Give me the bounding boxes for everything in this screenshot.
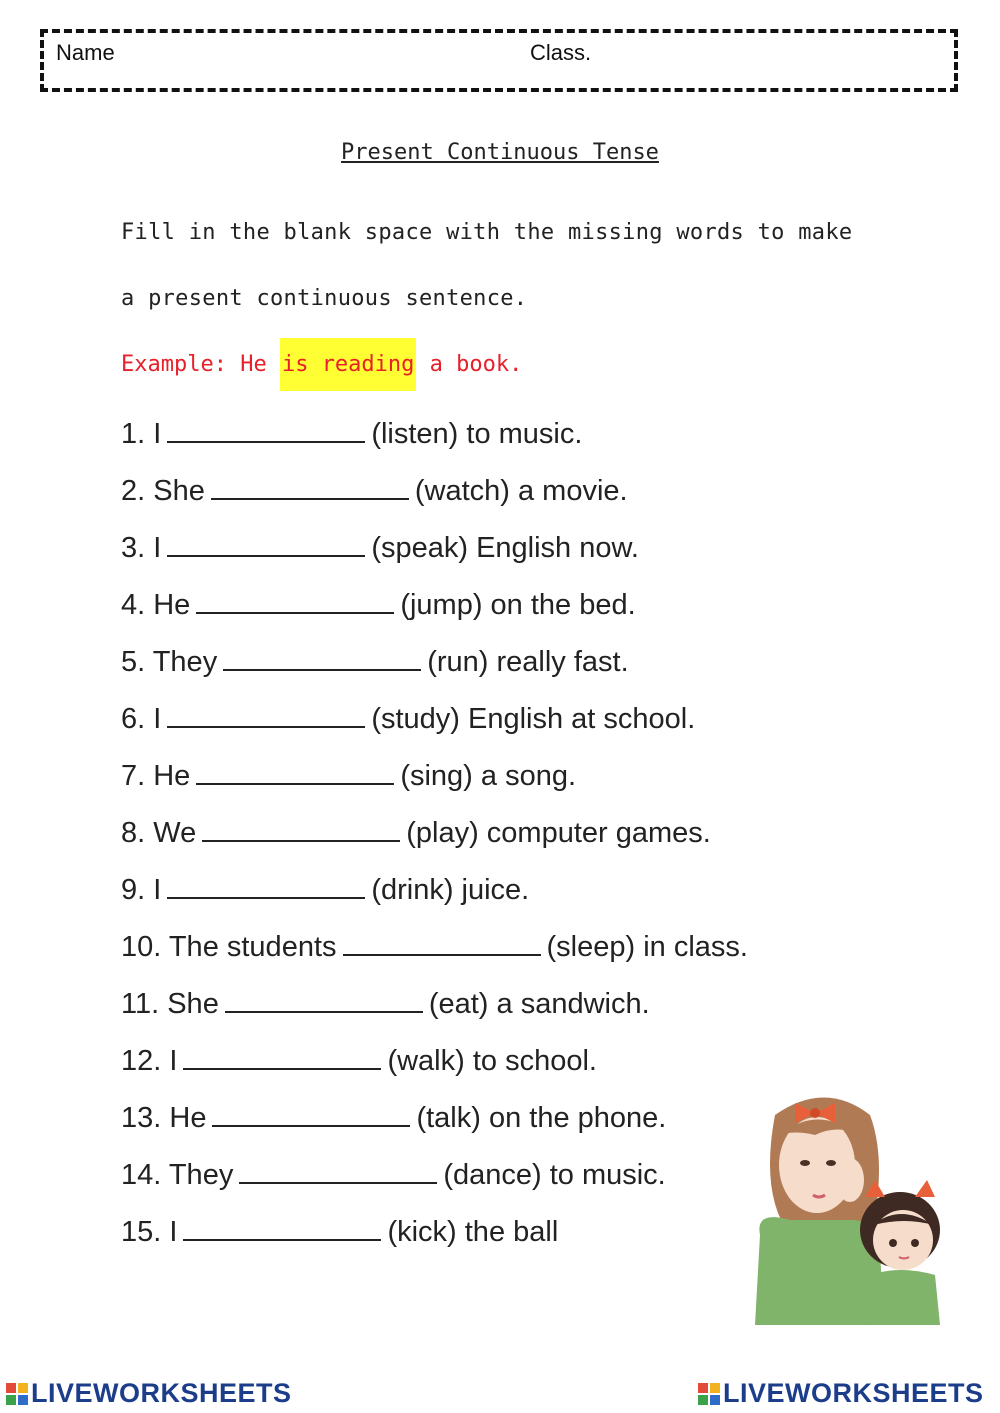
- question-rest: (drink) juice.: [371, 874, 530, 906]
- question-item: [121, 988, 650, 1021]
- name-label: Name: [56, 40, 115, 65]
- question-rest: (jump) on the bed.: [400, 589, 636, 621]
- question-item: [121, 475, 628, 508]
- example-prefix: Example: He: [121, 352, 280, 377]
- question-subject: 13. He: [121, 1102, 207, 1134]
- answer-blank[interactable]: [196, 592, 394, 614]
- answer-blank[interactable]: [196, 763, 394, 785]
- worksheet-title: Present Continuous Tense: [341, 140, 659, 165]
- question-subject: 15. I: [121, 1216, 178, 1248]
- question-item: [121, 418, 582, 451]
- answer-blank[interactable]: [167, 421, 365, 443]
- question-subject: 6. I: [121, 703, 162, 735]
- question-rest: (walk) to school.: [387, 1045, 597, 1077]
- question-rest: (sleep) in class.: [546, 931, 748, 963]
- question-item: [121, 760, 576, 793]
- question-subject: 1. I: [121, 418, 162, 450]
- question-subject: 4. He: [121, 589, 191, 621]
- question-rest: (study) English at school.: [371, 703, 696, 735]
- question-subject: 12. I: [121, 1045, 178, 1077]
- liveworksheets-icon: [698, 1383, 720, 1405]
- question-rest: (watch) a movie.: [414, 475, 628, 507]
- question-subject: 2. She: [121, 475, 205, 507]
- question-item: [121, 931, 748, 964]
- liveworksheets-logo-left: [6, 1378, 292, 1409]
- question-item: [121, 1159, 666, 1192]
- liveworksheets-logo-right: [698, 1378, 984, 1409]
- question-item: [121, 1045, 597, 1078]
- question-item: [121, 1102, 666, 1135]
- question-item: [121, 874, 529, 907]
- answer-blank[interactable]: [343, 934, 541, 956]
- question-rest: (speak) English now.: [371, 532, 639, 564]
- question-item: [121, 703, 695, 736]
- footer-brand-left: LIVEWORKSHEETS: [31, 1378, 292, 1408]
- question-item: [121, 1216, 558, 1249]
- question-subject: 14. They: [121, 1159, 234, 1191]
- answer-blank[interactable]: [167, 535, 365, 557]
- question-item: [121, 589, 636, 622]
- question-rest: (eat) a sandwich.: [428, 988, 650, 1020]
- answer-blank[interactable]: [223, 649, 421, 671]
- answer-blank[interactable]: [183, 1219, 381, 1241]
- answer-blank[interactable]: [167, 706, 365, 728]
- question-subject: 3. I: [121, 532, 162, 564]
- question-subject: 5. They: [121, 646, 218, 678]
- mother-child-illustration: [735, 1085, 975, 1325]
- answer-blank[interactable]: [202, 820, 400, 842]
- example-highlight: is reading: [280, 338, 416, 391]
- question-rest: (dance) to music.: [443, 1159, 666, 1191]
- answer-blank[interactable]: [167, 877, 365, 899]
- question-rest: (sing) a song.: [400, 760, 577, 792]
- question-rest: (play) computer games.: [406, 817, 711, 849]
- question-rest: (run) really fast.: [427, 646, 629, 678]
- question-subject: 11. She: [121, 988, 219, 1020]
- question-rest: (kick) the ball: [387, 1216, 559, 1248]
- answer-blank[interactable]: [212, 1105, 410, 1127]
- question-item: [121, 817, 711, 850]
- example-suffix: a book.: [416, 352, 523, 377]
- example-sentence: [121, 352, 522, 377]
- question-item: [121, 532, 639, 565]
- instruction-line-2: a present continuous sentence.: [121, 286, 528, 311]
- question-rest: (listen) to music.: [371, 418, 583, 450]
- question-subject: 7. He: [121, 760, 191, 792]
- question-subject: 8. We: [121, 817, 197, 849]
- name-class-box: [40, 29, 958, 92]
- question-rest: (talk) on the phone.: [416, 1102, 667, 1134]
- instruction-line-1: Fill in the blank space with the missing words to make: [121, 220, 853, 245]
- liveworksheets-icon: [6, 1383, 28, 1405]
- answer-blank[interactable]: [239, 1162, 437, 1184]
- answer-blank[interactable]: [183, 1048, 381, 1070]
- footer-brand-right: LIVEWORKSHEETS: [723, 1378, 984, 1408]
- class-label: Class.: [530, 40, 592, 65]
- answer-blank[interactable]: [211, 478, 409, 500]
- question-subject: 9. I: [121, 874, 162, 906]
- answer-blank[interactable]: [225, 991, 423, 1013]
- question-item: [121, 646, 629, 679]
- question-subject: 10. The students: [121, 931, 337, 963]
